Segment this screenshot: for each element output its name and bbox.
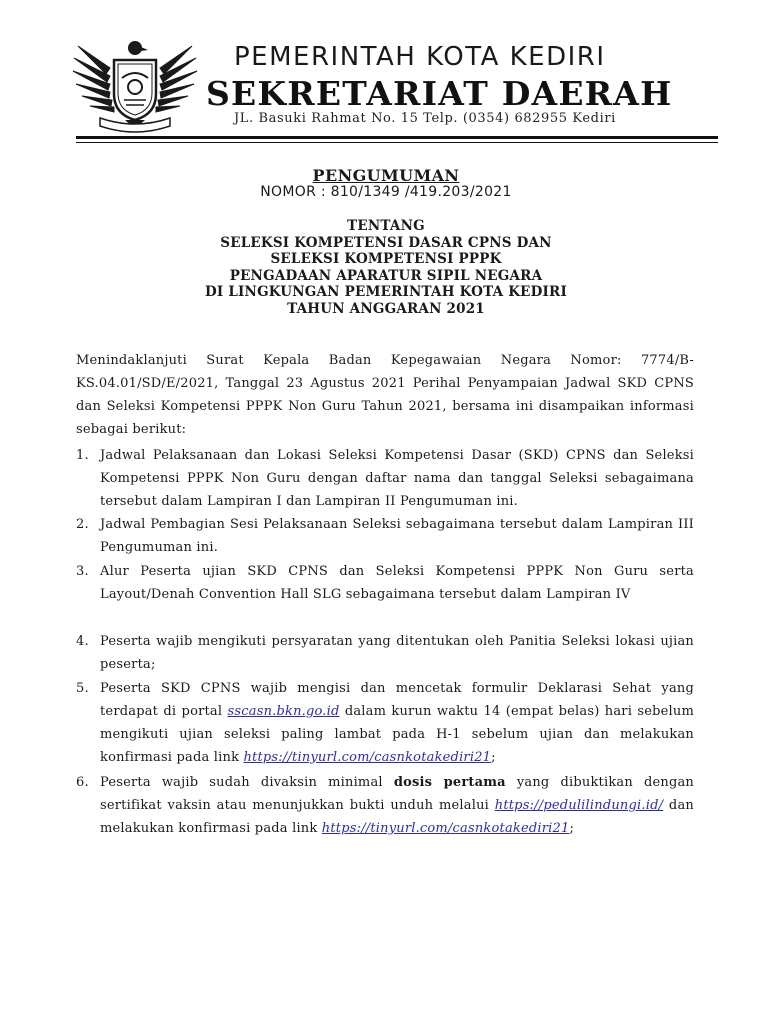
list-item-number: 3. (76, 564, 89, 579)
subject-line: SELEKSI KOMPETENSI PPPK (270, 251, 502, 267)
intro-paragraph: Menindaklanjuti Surat Kepala Badan Kepegawaian Negara Nomor: 7774/B-KS.04.01/SD/E/2021, Tanggal 23 Agustus 2021 Perihal Penyampaian Jadwal SKD CPNS dan Seleksi Kompetensi PPPK Non Guru Tahun 2021, bersama ini disampaikan informasi sebagai berikut: (76, 353, 694, 437)
list-item-number: 1. (76, 448, 89, 463)
list-item-text-part: Peserta wajib sudah divaksin minimal (100, 775, 394, 790)
list-item-number: 6. (76, 775, 89, 790)
list-item-text: Jadwal Pembagian Sesi Pelaksanaan Seleksi sebagaimana tersebut dalam Lampiran III Pengumuman ini. (100, 517, 694, 555)
list-item-text-part: dalam kurun waktu 14 (empat belas) hari sebelum mengikuti ujian seleksi paling lambat pada H-1 sebelum ujian dan melakukan konfirmasi pada link (100, 704, 694, 765)
list-item-text: Peserta wajib mengikuti persyaratan yang ditentukan oleh Panitia Seleksi lokasi ujian peserta; (100, 634, 694, 672)
list-item-number: 4. (76, 634, 89, 649)
sscasn-portal-link[interactable]: sscasn.bkn.go.id (227, 704, 340, 719)
list-item-text-part: ; (569, 821, 575, 836)
letterhead-government-name: PEMERINTAH KOTA KEDIRI (234, 42, 606, 72)
list-item-number: 2. (76, 517, 89, 532)
confirmation-link[interactable]: https://tinyurl.com/casnkotakediri21 (321, 821, 570, 836)
announcement-subject (60, 218, 712, 317)
list-item-text-part: yang dibuktikan dengan sertifikat vaksin atau menunjukkan bukti unduh melalui (100, 775, 694, 813)
list-item-text: Alur Peserta ujian SKD CPNS dan Seleksi Kompetensi PPPK Non Guru serta Layout/Denah Convention Hall SLG sebagaimana tersebut dalam Lampiran IV (100, 564, 694, 602)
subject-line: SELEKSI KOMPETENSI DASAR CPNS DAN (220, 234, 552, 251)
list-item-number: 5. (76, 681, 89, 696)
subject-line: DI LINGKUNGAN PEMERINTAH KOTA KEDIRI (205, 284, 567, 300)
list-item-text: Jadwal Pelaksanaan dan Lokasi Seleksi Kompetensi Dasar (SKD) CPNS dan Seleksi Kompetensi PPPK Non Guru dengan daftar nama dan tanggal Seleksi sebagaimana tersebut dalam Lampiran I dan Lampiran II Pengumuman ini. (100, 448, 694, 509)
pedulilindungi-link[interactable]: https://pedulilindungi.id/ (494, 798, 664, 813)
list-item-text (100, 771, 694, 840)
list-item-text (100, 677, 694, 769)
confirmation-link[interactable]: https://tinyurl.com/casnkotakediri21 (243, 750, 492, 765)
letterhead-office-name: SEKRETARIAT DAERAH (206, 74, 673, 113)
subject-line: PENGADAAN APARATUR SIPIL NEGARA (229, 267, 543, 284)
emphasis-text: dosis pertama (393, 775, 506, 790)
letterhead-address: JL. Basuki Rahmat No. 15 Telp. (0354) 682955 Kediri (234, 111, 616, 126)
letterhead-rule-thin (76, 142, 718, 143)
announcement-title: PENGUMUMAN (312, 166, 460, 185)
letterhead-rule-thick (76, 136, 718, 139)
list-item-text-part: Peserta SKD CPNS wajib mengisi dan mencetak formulir Deklarasi Sehat yang terdapat di portal (100, 681, 694, 719)
subject-line: TENTANG (347, 218, 425, 234)
list-item-text-part: dan melakukan konfirmasi pada link (100, 798, 694, 836)
subject-line: TAHUN ANGGARAN 2021 (287, 300, 485, 317)
list-item-text-part: ; (491, 750, 496, 765)
kediri-coat-of-arms-emblem (70, 34, 200, 134)
announcement-number: NOMOR : 810/1349 /419.203/2021 (260, 184, 512, 200)
